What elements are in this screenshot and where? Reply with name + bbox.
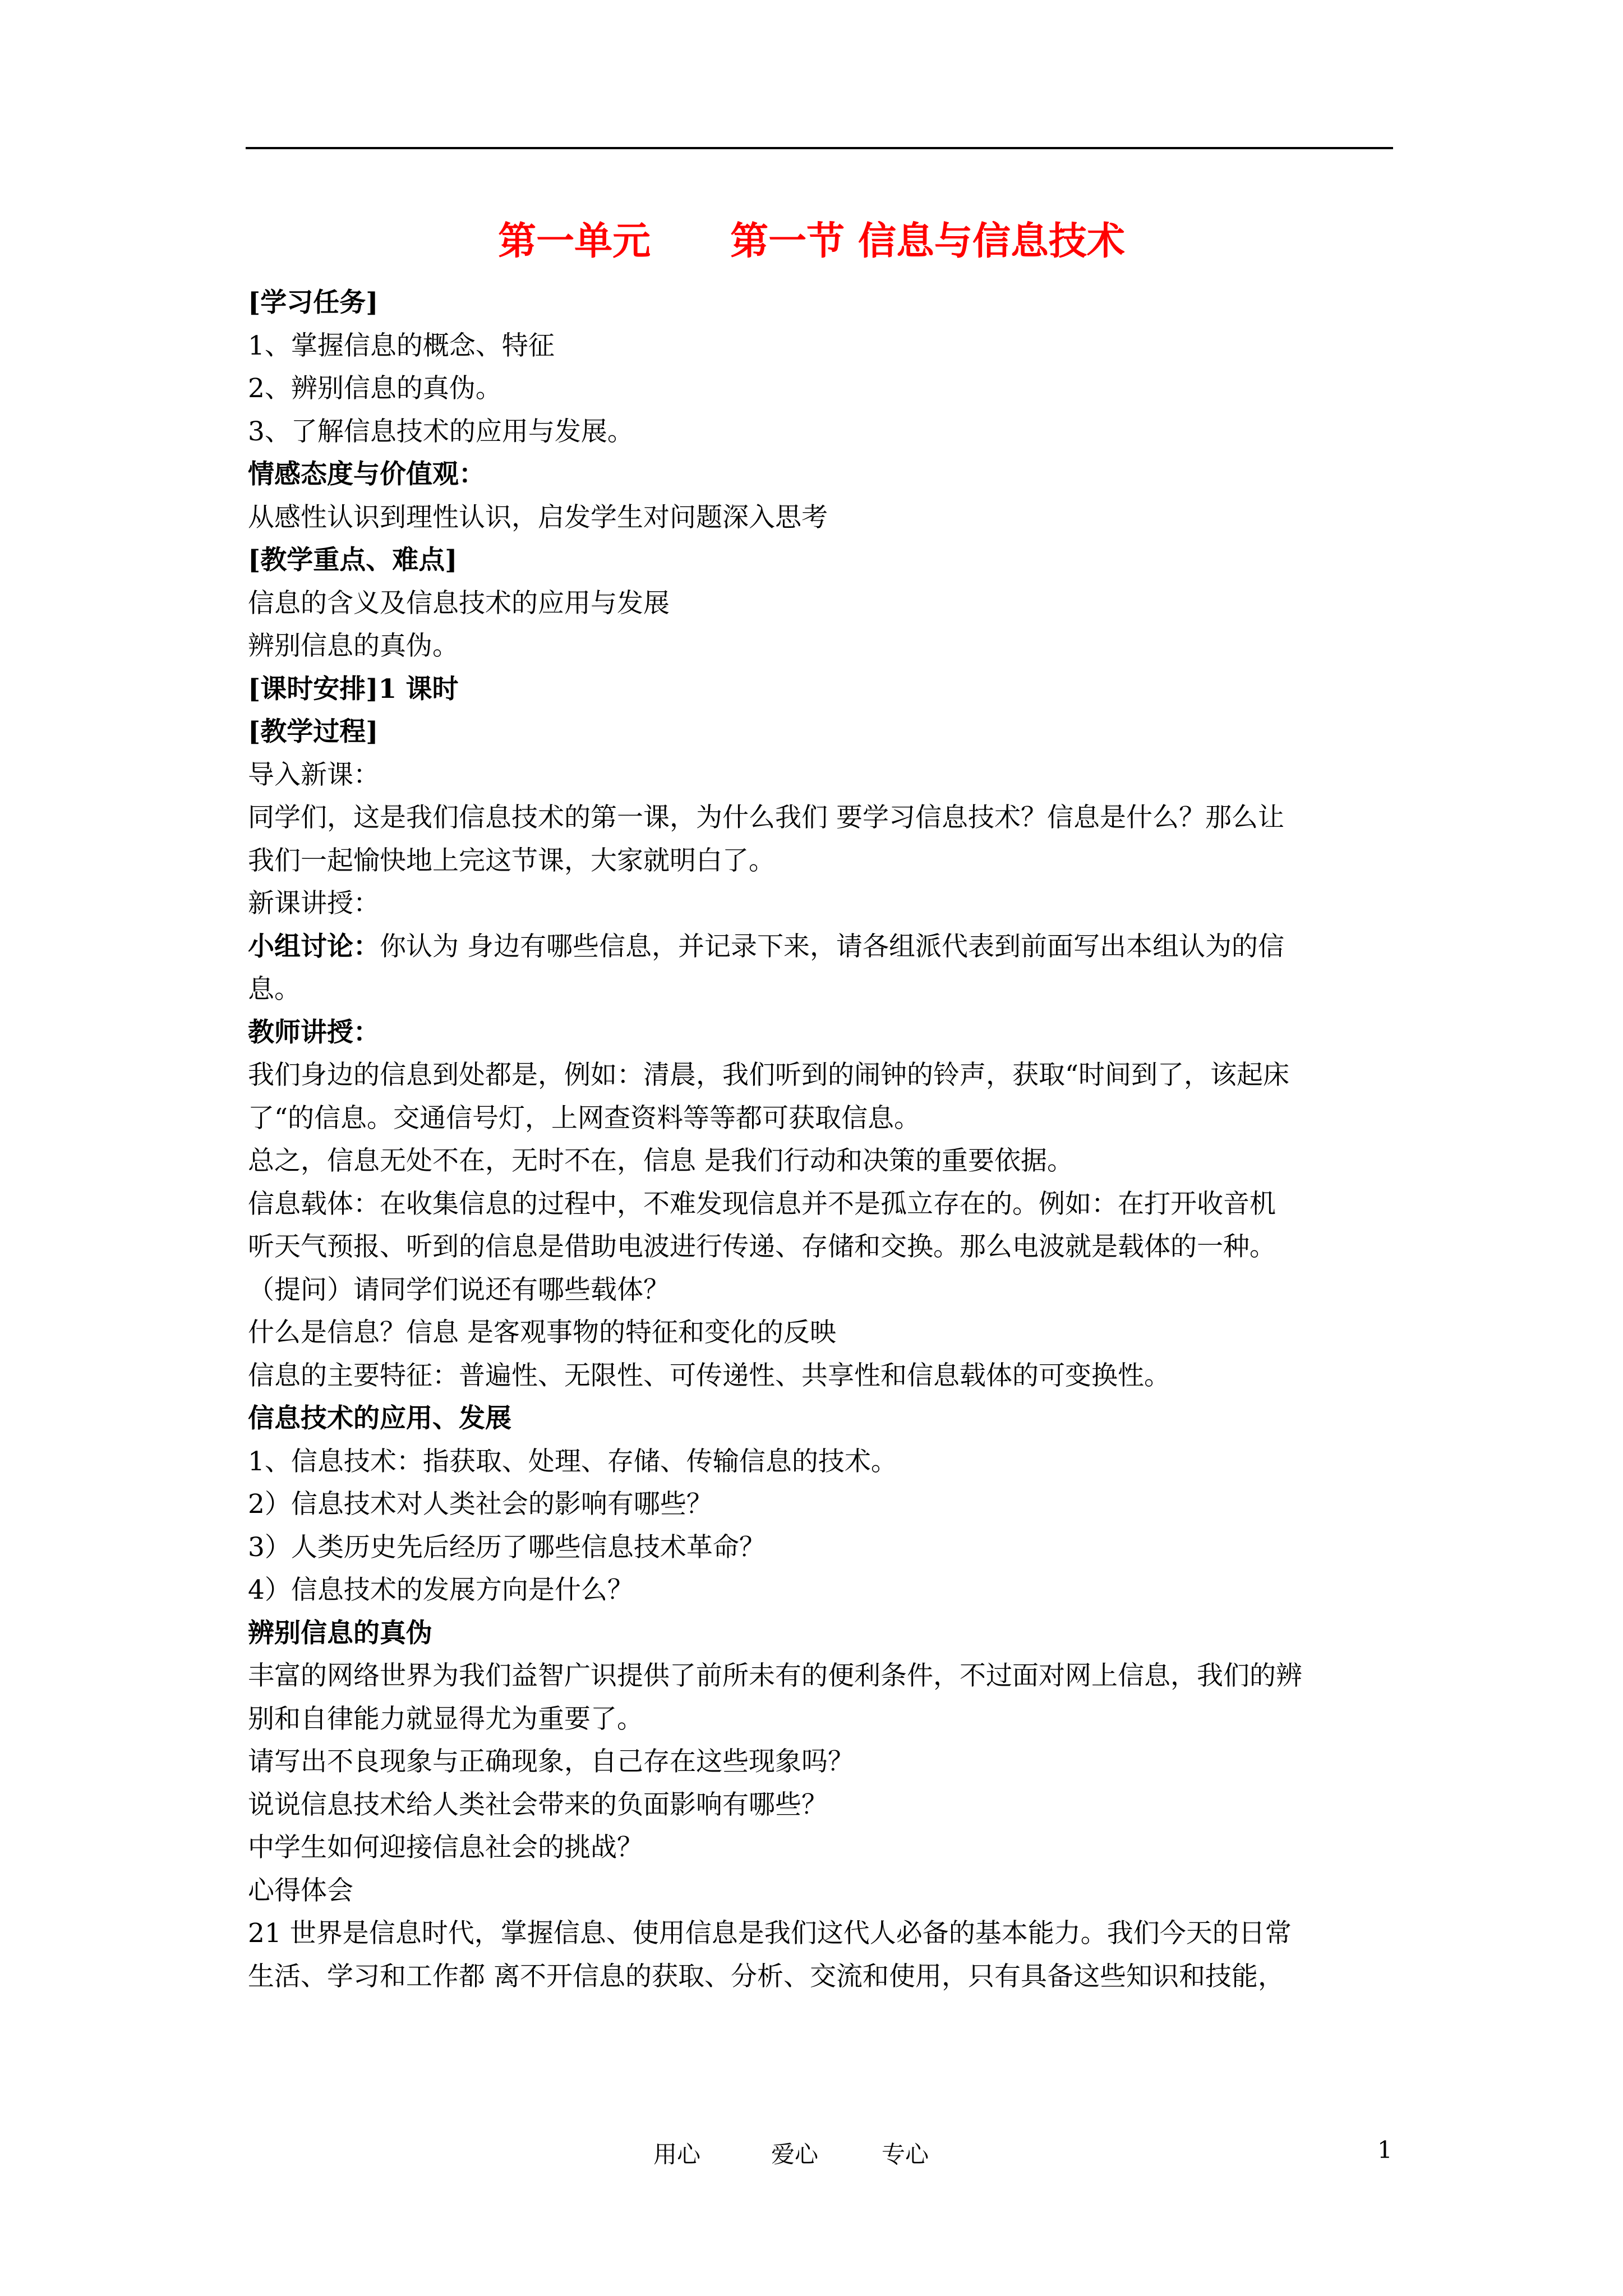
page-number: 1 — [1377, 2136, 1393, 2164]
text-line: 1、掌握信息的概念、特征 — [248, 330, 555, 361]
text-line: 什么是信息？信息 是客观事物的特征和变化的反映 — [248, 1317, 836, 1348]
text-line: 3）人类历史先后经历了哪些信息技术革命？ — [248, 1531, 766, 1563]
text-line: [教学过程] — [248, 716, 379, 747]
text-line: 3、了解信息技术的应用与发展。 — [248, 416, 634, 447]
text-line: 心得体会 — [248, 1875, 353, 1906]
text-line: 中学生如何迎接信息社会的挑战？ — [248, 1832, 643, 1863]
text-line: 说说信息技术给人类社会带来的负面影响有哪些？ — [248, 1789, 828, 1820]
text-line: 辨别信息的真伪 — [248, 1617, 432, 1649]
text-line: 教师讲授： — [248, 1016, 380, 1048]
text-line: 请写出不良现象与正确现象，自己存在这些现象吗？ — [248, 1746, 854, 1777]
text-line: 2、辨别信息的真伪。 — [248, 373, 502, 404]
footer-text-middle: 爱心 — [771, 2141, 819, 2168]
text-line: 2）信息技术对人类社会的影响有哪些？ — [248, 1489, 713, 1520]
page-footer — [0, 2136, 1623, 2170]
line-lead: 小组讨论： — [248, 931, 380, 962]
text-line: 从感性认识到理性认识，启发学生对问题深入思考 — [248, 501, 828, 533]
text-line: 新课讲授： — [248, 888, 380, 919]
text-line: 总之，信息无处不在，无时不在，信息 是我们行动和决策的重要依据。 — [248, 1145, 1073, 1176]
text-line: [课时安排]1 课时 — [248, 673, 459, 705]
header-rule — [246, 147, 1393, 149]
text-line: 信息载体：在收集信息的过程中，不难发现信息并不是孤立存在的。例如：在打开收音机 — [248, 1188, 1276, 1220]
text-line: 息。 — [248, 974, 301, 1005]
document-body — [248, 282, 1392, 1998]
text-line: 辨别信息的真伪。 — [248, 631, 459, 661]
text-line: 丰富的网络世界为我们益智广识提供了前所未有的便利条件，不过面对网上信息，我们的辨 — [248, 1660, 1302, 1691]
line-rest: 你认为 身边有哪些信息，并记录下来，请各组派代表到前面写出本组认为的信 — [380, 931, 1284, 962]
footer-text-right: 专心 — [882, 2141, 929, 2168]
footer-text-left: 用心 — [653, 2141, 701, 2168]
text-line: （提问）请同学们说还有哪些载体？ — [248, 1274, 670, 1305]
text-line: [学习任务] — [248, 287, 379, 318]
text-line: 1、信息技术：指获取、处理、存储、传输信息的技术。 — [248, 1446, 897, 1477]
text-line: [教学重点、难点] — [248, 545, 458, 576]
page-title: 第一单元 第一节 信息与信息技术 — [498, 219, 1125, 264]
text-line: 信息的主要特征：普遍性、无限性、可传递性、共享性和信息载体的可变换性。 — [248, 1360, 1170, 1391]
text-line: 导入新课： — [248, 759, 380, 790]
text-line: 4）信息技术的发展方向是什么？ — [248, 1575, 634, 1605]
text-line: 信息技术的应用、发展 — [248, 1403, 511, 1434]
text-line: 情感态度与价值观： — [248, 459, 485, 490]
text-line: 同学们，这是我们信息技术的第一课，为什么我们 要学习信息技术？信息是什么？那么让 — [248, 802, 1284, 833]
text-line: 别和自律能力就显得尤为重要了。 — [248, 1703, 643, 1734]
text-line: 了“的信息。交通信号灯，上网查资料等等都可获取信息。 — [248, 1102, 921, 1134]
text-line: 听天气预报、听到的信息是借助电波进行传递、存储和交换。那么电波就是载体的一种。 — [248, 1231, 1276, 1262]
text-line: 我们身边的信息到处都是，例如：清晨，我们听到的闹钟的铃声，获取“时间到了，该起床 — [248, 1060, 1290, 1091]
text-line: 21 世界是信息时代，掌握信息、使用信息是我们这代人必备的基本能力。我们今天的日常 — [248, 1918, 1292, 1949]
text-line: 信息的含义及信息技术的应用与发展 — [248, 587, 670, 619]
text-line: 生活、学习和工作都 离不开信息的获取、分析、交流和使用，只有具备这些知识和技能， — [248, 1961, 1284, 1992]
text-line: 我们一起愉快地上完这节课，大家就明白了。 — [248, 845, 775, 876]
text-line — [248, 926, 1392, 969]
